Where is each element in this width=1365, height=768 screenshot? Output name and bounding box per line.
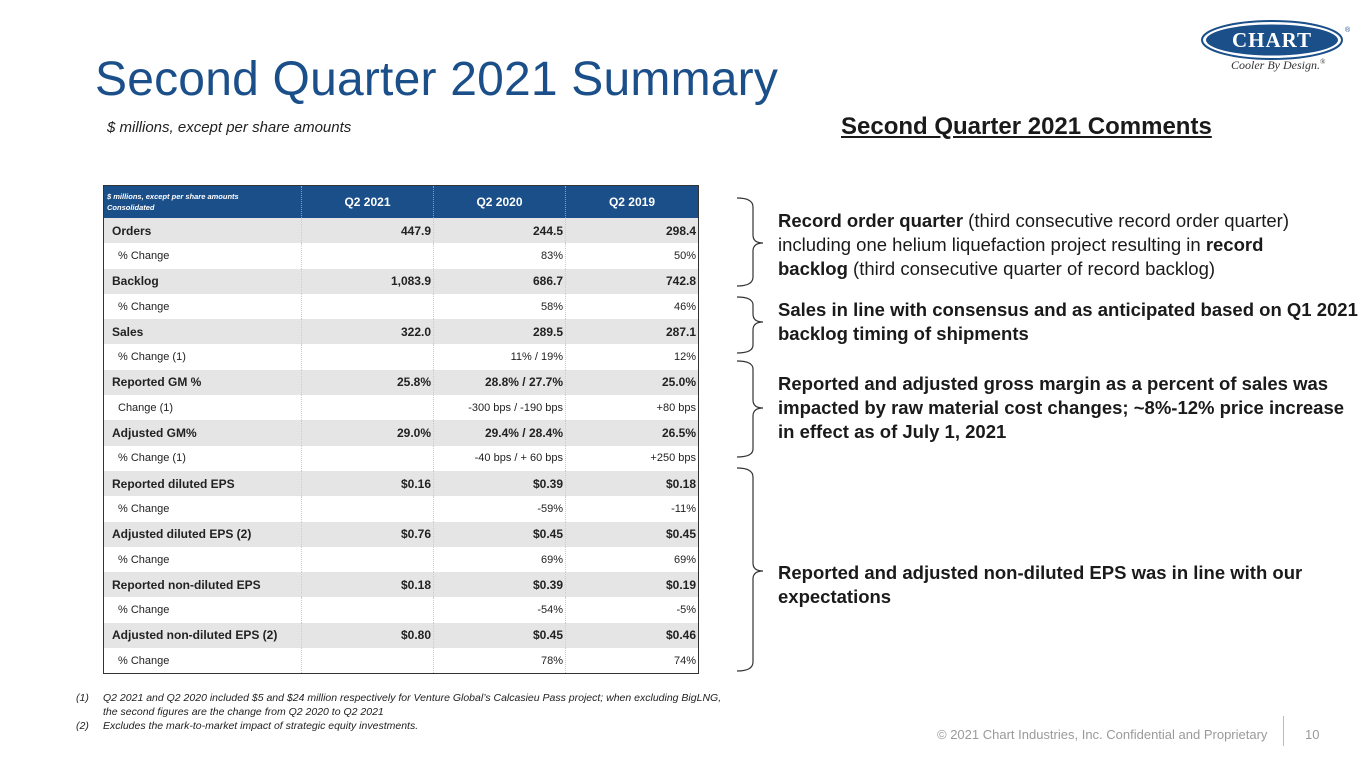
value-cell <box>302 446 434 471</box>
value-cell: 289.5 <box>434 319 566 344</box>
value-cell: +250 bps <box>566 446 699 471</box>
table-row <box>104 395 699 420</box>
value-cell: 78% <box>434 648 566 674</box>
bracket-orders <box>737 198 763 286</box>
footnotes <box>76 691 723 733</box>
table-row <box>104 344 699 369</box>
corner-consolidated-label: Consolidated <box>107 203 155 212</box>
value-cell <box>302 547 434 572</box>
table-corner-cell <box>104 186 302 219</box>
table-row <box>104 446 699 471</box>
value-cell: 742.8 <box>566 269 699 294</box>
table-row <box>104 243 699 268</box>
row-label: Backlog <box>104 269 302 294</box>
table-row <box>104 269 699 294</box>
row-label: % Change (1) <box>104 446 302 471</box>
bracket-margin <box>737 361 763 457</box>
corner-units-label: $ millions, except per share amounts <box>107 192 239 201</box>
bracket-sales <box>737 297 763 353</box>
page-title: Second Quarter 2021 Summary <box>95 53 779 106</box>
row-label: Orders <box>104 218 302 243</box>
column-header: Q2 2020 <box>434 186 566 219</box>
value-cell: 29.4% / 28.4% <box>434 420 566 445</box>
value-cell: 50% <box>566 243 699 268</box>
row-label: % Change <box>104 597 302 622</box>
table-row <box>104 319 699 344</box>
row-label: Change (1) <box>104 395 302 420</box>
table-row <box>104 522 699 547</box>
table-row <box>104 420 699 445</box>
footnote: (2) Excludes the mark-to-market impact of strategic equity investments. <box>76 720 419 732</box>
value-cell: -40 bps / + 60 bps <box>434 446 566 471</box>
value-cell: 11% / 19% <box>434 344 566 369</box>
value-cell: 12% <box>566 344 699 369</box>
row-label: % Change (1) <box>104 344 302 369</box>
value-cell: -11% <box>566 496 699 521</box>
table-row <box>104 370 699 395</box>
value-cell <box>302 294 434 319</box>
comments-heading: Second Quarter 2021 Comments <box>841 113 1212 140</box>
row-label: % Change <box>104 243 302 268</box>
page-number: 10 <box>1305 727 1320 742</box>
bracket-eps <box>737 468 763 671</box>
row-label: % Change <box>104 294 302 319</box>
comment-brackets <box>735 195 775 680</box>
value-cell: 69% <box>566 547 699 572</box>
table-row <box>104 648 699 674</box>
value-cell: 83% <box>434 243 566 268</box>
footnote: (1) Q2 2021 and Q2 2020 included $5 and $24 million respectively for Venture Global’s Calcasieu Pass project; when excluding BigLNG, the second figures are the change from Q2 2020 to Q2 2021 <box>76 692 722 718</box>
value-cell: $0.39 <box>434 572 566 597</box>
row-label: Sales <box>104 319 302 344</box>
value-cell: $0.18 <box>302 572 434 597</box>
table-row <box>104 547 699 572</box>
comment-orders: Record order quarter (third consecutive record order quarter) including one helium liquefaction project resulting in record backlog (third consecutive quarter of record backlog) <box>778 210 1289 279</box>
value-cell <box>302 344 434 369</box>
comment-gross-margin: Reported and adjusted gross margin as a percent of sales was impacted by raw material cost changes; ~8%-12% price increase in effect as of July 1, 2021 <box>778 373 1345 442</box>
value-cell: $0.45 <box>434 623 566 648</box>
value-cell: 25.0% <box>566 370 699 395</box>
value-cell: 69% <box>434 547 566 572</box>
value-cell <box>302 243 434 268</box>
value-cell: $0.19 <box>566 572 699 597</box>
value-cell: 74% <box>566 648 699 674</box>
value-cell: 287.1 <box>566 319 699 344</box>
table-row <box>104 496 699 521</box>
table-row <box>104 572 699 597</box>
row-label: % Change <box>104 547 302 572</box>
value-cell: $0.18 <box>566 471 699 496</box>
value-cell: $0.45 <box>434 522 566 547</box>
table-row <box>104 218 699 243</box>
value-cell: -5% <box>566 597 699 622</box>
value-cell: 58% <box>434 294 566 319</box>
value-cell: -59% <box>434 496 566 521</box>
value-cell: $0.16 <box>302 471 434 496</box>
row-label: Reported non-diluted EPS <box>104 572 302 597</box>
table-header-row <box>104 186 699 219</box>
row-label: Adjusted GM% <box>104 420 302 445</box>
value-cell: 447.9 <box>302 218 434 243</box>
units-subtitle: $ millions, except per share amounts <box>107 119 352 136</box>
comment-sales: Sales in line with consensus and as anticipated based on Q1 2021 backlog timing of shipments <box>778 299 1358 344</box>
value-cell: 26.5% <box>566 420 699 445</box>
value-cell: $0.45 <box>566 522 699 547</box>
column-header: Q2 2019 <box>566 186 699 219</box>
value-cell: 25.8% <box>302 370 434 395</box>
value-cell: $0.76 <box>302 522 434 547</box>
value-cell: 29.0% <box>302 420 434 445</box>
value-cell: 1,083.9 <box>302 269 434 294</box>
value-cell: 322.0 <box>302 319 434 344</box>
footer-copyright: © 2021 Chart Industries, Inc. Confidential and Proprietary <box>937 727 1268 742</box>
value-cell <box>302 597 434 622</box>
table-row <box>104 294 699 319</box>
row-label: Adjusted non-diluted EPS (2) <box>104 623 302 648</box>
logo-wordmark: CHART <box>1231 28 1313 52</box>
value-cell <box>302 395 434 420</box>
column-header: Q2 2021 <box>302 186 434 219</box>
row-label: % Change <box>104 648 302 674</box>
value-cell: -54% <box>434 597 566 622</box>
value-cell: 46% <box>566 294 699 319</box>
value-cell: 686.7 <box>434 269 566 294</box>
value-cell <box>302 648 434 674</box>
table-row <box>104 623 699 648</box>
summary-table <box>103 185 699 674</box>
row-label: Adjusted diluted EPS (2) <box>104 522 302 547</box>
value-cell: -300 bps / -190 bps <box>434 395 566 420</box>
row-label: Reported GM % <box>104 370 302 395</box>
value-cell: $0.39 <box>434 471 566 496</box>
table-row <box>104 471 699 496</box>
logo-registered-mark: ® <box>1345 27 1350 34</box>
row-label: % Change <box>104 496 302 521</box>
value-cell: 244.5 <box>434 218 566 243</box>
row-label: Reported diluted EPS <box>104 471 302 496</box>
value-cell <box>302 496 434 521</box>
logo-tagline: Cooler By Design.® <box>1231 58 1326 72</box>
value-cell: 298.4 <box>566 218 699 243</box>
footer-divider <box>1283 716 1284 746</box>
value-cell: +80 bps <box>566 395 699 420</box>
comment-eps: Reported and adjusted non-diluted EPS was in line with our expectations <box>778 562 1303 607</box>
value-cell: $0.80 <box>302 623 434 648</box>
value-cell: $0.46 <box>566 623 699 648</box>
value-cell: 28.8% / 27.7% <box>434 370 566 395</box>
table-row <box>104 597 699 622</box>
